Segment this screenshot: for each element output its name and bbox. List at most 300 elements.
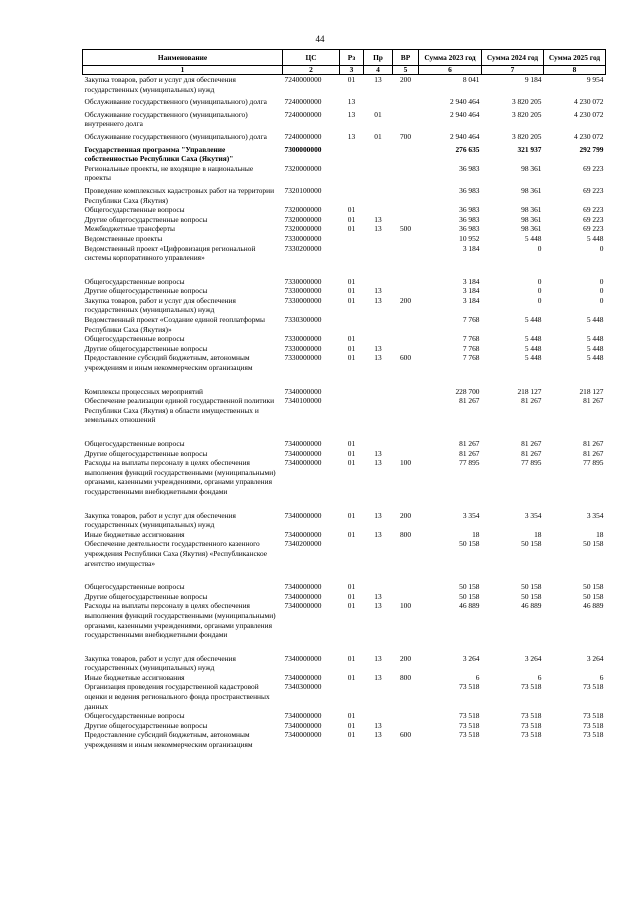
row-pr [364, 183, 393, 205]
row-sum-2024: 0 [537, 295, 542, 305]
row-sum-2025: 4 230 072 [573, 131, 604, 141]
table-row [83, 682, 606, 711]
table-row [83, 224, 606, 234]
row-cs: 7240000000 [284, 109, 322, 119]
row-sum-2024: 73 518 [521, 682, 542, 692]
row-sum-2023: 36 983 [459, 185, 480, 195]
row-sum-2023: 7 768 [462, 334, 480, 344]
row-sum-2023: 3 184 [462, 243, 480, 253]
row-pr: 13 [374, 343, 382, 353]
row-rz: 13 [347, 109, 356, 119]
row-vr [393, 568, 419, 592]
row-vr [393, 142, 419, 164]
row-sum-2025: 69 223 [583, 224, 604, 234]
row-sum-2024: 0 [537, 286, 542, 296]
row-sum-2025: 50 158 [583, 591, 604, 601]
table-row [83, 75, 606, 95]
row-cs: 7320000000 [284, 163, 322, 173]
row-sum-2024: 98 361 [521, 224, 542, 234]
row-pr [364, 244, 393, 263]
row-rz [340, 396, 364, 425]
row-rz: 01 [347, 529, 356, 539]
row-name: Межбюджетные трансферты [84, 224, 175, 234]
row-sum-2024: 81 267 [521, 448, 542, 458]
row-sum-2023: 81 267 [459, 396, 480, 406]
row-sum-2025: 218 127 [579, 386, 604, 396]
header-sum-2024: Сумма 2024 год [482, 50, 544, 66]
row-name: Иные бюджетные ассигнования [84, 529, 185, 539]
row-sum-2025: 0 [599, 286, 604, 296]
row-sum-2025: 73 518 [583, 682, 604, 692]
row-sum-2025: 50 158 [583, 582, 604, 592]
row-name: Обеспечение реализации единой государственной политики Республики Саха (Якутия) в области имущественных и земельных отношений [84, 396, 275, 425]
column-number: 8 [544, 66, 606, 75]
header-cs: ЦС [283, 50, 340, 66]
row-sum-2025: 81 267 [583, 448, 604, 458]
table-row [83, 730, 606, 749]
row-pr [364, 142, 393, 164]
row-sum-2024: 3 354 [524, 510, 542, 520]
row-cs: 7340000000 [284, 730, 322, 740]
row-rz: 01 [347, 334, 356, 344]
row-sum-2023: 3 184 [462, 276, 480, 286]
row-sum-2025: 0 [599, 243, 604, 253]
row-name: Общегосударственные вопросы [84, 205, 185, 215]
row-rz: 01 [347, 353, 356, 363]
row-rz: 01 [347, 295, 356, 305]
table-row [83, 530, 606, 540]
row-rz [340, 183, 364, 205]
row-vr: 200 [399, 295, 412, 305]
row-pr [364, 315, 393, 334]
row-pr: 13 [374, 295, 382, 305]
table-row [83, 396, 606, 425]
row-sum-2023: 3 184 [462, 286, 480, 296]
row-sum-2023: 7 768 [462, 315, 480, 325]
row-name: Расходы на выплаты персоналу в целях обеспечения выполнения функций государственными (муниципальными) органами, казенными учреждениями, органами управления государственными внебюджетными фондами [84, 601, 276, 640]
row-name: Другие общегосударственные вопросы [84, 343, 208, 353]
row-vr [393, 183, 419, 205]
row-sum-2023: 36 983 [459, 163, 480, 173]
row-name: Обслуживание государственного (муниципального) внутреннего долга [84, 109, 248, 129]
row-vr: 100 [399, 458, 412, 468]
column-number: 1 [83, 66, 283, 75]
table-body [83, 75, 606, 750]
row-sum-2024: 3 820 205 [511, 131, 542, 141]
row-cs: 7330000000 [284, 295, 322, 305]
table-row [83, 458, 606, 496]
row-vr [393, 449, 419, 459]
table-row [83, 425, 606, 449]
row-sum-2025: 69 223 [583, 185, 604, 195]
table-row [83, 164, 606, 183]
row-vr [393, 539, 419, 568]
row-vr [393, 711, 419, 721]
row-name: Ведомственный проект «Цифровизация региональной системы корпоративного управления» [84, 243, 256, 263]
row-sum-2023: 73 518 [459, 711, 480, 721]
row-name: Обслуживание государственного (муниципального) долга [84, 131, 267, 141]
row-vr: 500 [399, 224, 412, 234]
row-sum-2025: 73 518 [583, 720, 604, 730]
row-sum-2025: 50 158 [583, 539, 604, 549]
row-name: Закупка товаров, работ и услуг для обеспечения государственных (муниципальных) нужд [84, 653, 236, 673]
row-sum-2025: 9 954 [586, 75, 604, 84]
row-name: Другие общегосударственные вопросы [84, 720, 208, 730]
row-pr: 13 [374, 224, 382, 234]
row-pr: 13 [374, 448, 382, 458]
row-cs: 7330000000 [284, 353, 322, 363]
row-cs: 7330000000 [284, 334, 322, 344]
row-sum-2024: 3 820 205 [511, 97, 542, 107]
row-sum-2023: 7 768 [462, 343, 480, 353]
row-sum-2023: 81 267 [459, 448, 480, 458]
row-vr [393, 244, 419, 263]
table-row [83, 205, 606, 215]
row-pr [364, 682, 393, 711]
row-pr: 13 [374, 529, 382, 539]
row-pr: 13 [374, 510, 382, 520]
row-pr [364, 568, 393, 592]
row-pr [364, 711, 393, 721]
row-pr [364, 205, 393, 215]
row-sum-2025: 69 223 [583, 205, 604, 215]
row-name: Другие общегосударственные вопросы [84, 448, 208, 458]
row-sum-2025: 73 518 [583, 711, 604, 721]
column-number: 3 [340, 66, 364, 75]
row-cs: 7340000000 [284, 386, 322, 396]
row-cs: 7340000000 [284, 711, 322, 721]
row-cs: 7340000000 [284, 439, 322, 448]
row-rz [340, 682, 364, 711]
row-vr [393, 425, 419, 449]
table-row [83, 286, 606, 296]
row-pr [364, 334, 393, 344]
row-name: Обеспечение деятельности государственного казенного учреждения Республики Саха (Якутия) «Республиканское агентство имущества» [84, 539, 268, 568]
row-name: Общегосударственные вопросы [84, 711, 185, 721]
row-pr: 13 [374, 730, 382, 740]
row-name: Комплексы процессных мероприятий [84, 386, 203, 396]
row-rz [340, 164, 364, 183]
header-vr: ВР [393, 50, 419, 66]
row-sum-2023: 73 518 [459, 682, 480, 692]
table-row [83, 344, 606, 354]
row-vr: 600 [399, 730, 412, 740]
row-rz: 01 [347, 343, 356, 353]
row-rz: 01 [347, 720, 356, 730]
row-cs: 7320000000 [284, 205, 322, 215]
table-row [83, 568, 606, 592]
row-cs: 7320000000 [284, 214, 322, 224]
table-row [83, 142, 606, 164]
column-number-row [83, 66, 606, 75]
row-vr: 200 [399, 510, 412, 520]
row-cs: 7320000000 [284, 224, 322, 234]
row-cs: 7330000000 [284, 276, 322, 286]
table-row [83, 315, 606, 334]
column-number: 7 [482, 66, 544, 75]
row-cs: 7330000000 [284, 343, 322, 353]
row-cs: 7340200000 [284, 539, 322, 549]
budget-table [82, 49, 606, 750]
row-cs: 7330200000 [284, 243, 322, 253]
row-sum-2024: 81 267 [521, 439, 542, 448]
row-name: Закупка товаров, работ и услуг для обеспечения государственных (муниципальных) нужд [84, 75, 236, 94]
row-rz: 01 [347, 286, 356, 296]
row-sum-2025: 73 518 [583, 730, 604, 740]
row-sum-2024: 3 264 [524, 653, 542, 663]
row-rz [340, 539, 364, 568]
row-cs: 7340000000 [284, 591, 322, 601]
row-cs: 7340000000 [284, 601, 322, 611]
row-sum-2025: 6 [599, 672, 604, 682]
row-cs: 7240000000 [284, 97, 322, 107]
row-vr [393, 373, 419, 397]
row-vr: 200 [399, 75, 412, 84]
row-cs: 7340000000 [284, 510, 322, 520]
column-number: 4 [364, 66, 393, 75]
row-cs: 7340000000 [284, 653, 322, 663]
row-sum-2024: 9 184 [524, 75, 542, 84]
row-sum-2023: 3 354 [462, 510, 480, 520]
row-sum-2025: 4 230 072 [573, 97, 604, 107]
row-vr: 600 [399, 353, 412, 363]
table-row [83, 107, 606, 129]
row-rz [340, 373, 364, 397]
row-pr: 13 [374, 653, 382, 663]
row-cs: 7240000000 [284, 75, 322, 84]
row-sum-2023: 50 158 [459, 582, 480, 592]
row-vr [393, 164, 419, 183]
row-cs: 7320100000 [284, 185, 322, 195]
row-pr: 01 [374, 131, 382, 141]
row-rz: 01 [347, 591, 356, 601]
row-vr [393, 215, 419, 225]
row-name: Государственная программа "Управление собственностью Республики Саха (Якутия)" [84, 144, 234, 164]
row-pr [364, 164, 393, 183]
row-sum-2023: 81 267 [459, 439, 480, 448]
row-name: Предоставление субсидий бюджетным, автономным учреждениям и иным некоммерческим организациям [84, 730, 253, 750]
row-sum-2025: 0 [599, 276, 604, 286]
table-row [83, 592, 606, 602]
row-name: Ведомственные проекты [84, 233, 163, 243]
table-row [83, 263, 606, 287]
row-name: Другие общегосударственные вопросы [84, 214, 208, 224]
row-cs: 7340000000 [284, 672, 322, 682]
row-sum-2023: 276 635 [455, 144, 480, 154]
row-sum-2025: 0 [599, 295, 604, 305]
row-sum-2025: 77 895 [583, 458, 604, 468]
page-number: 44 [315, 34, 325, 44]
row-rz [340, 142, 364, 164]
row-sum-2025: 5 448 [586, 353, 604, 363]
table-row [83, 234, 606, 244]
row-sum-2024: 0 [537, 243, 542, 253]
row-pr: 01 [374, 109, 382, 119]
row-name: Общегосударственные вопросы [84, 276, 185, 286]
header-sum-2025: Сумма 2025 год [544, 50, 606, 66]
row-vr [393, 721, 419, 731]
row-pr: 13 [374, 286, 382, 296]
row-sum-2023: 7 768 [462, 353, 480, 363]
row-sum-2023: 2 940 464 [449, 131, 480, 141]
row-vr: 200 [399, 653, 412, 663]
row-sum-2023: 73 518 [459, 730, 480, 740]
row-name: Иные бюджетные ассигнования [84, 672, 185, 682]
row-sum-2023: 36 983 [459, 224, 480, 234]
row-sum-2025: 5 448 [586, 334, 604, 344]
table-row [83, 183, 606, 205]
row-rz: 01 [347, 601, 356, 611]
row-sum-2024: 98 361 [521, 185, 542, 195]
row-pr: 13 [374, 75, 382, 84]
row-cs: 7240000000 [284, 131, 322, 141]
row-cs: 7340100000 [284, 396, 322, 406]
row-name: Общегосударственные вопросы [84, 334, 185, 344]
table-row [83, 334, 606, 344]
row-rz [340, 315, 364, 334]
header-sum-2023: Сумма 2023 год [419, 50, 482, 66]
row-pr: 13 [374, 353, 382, 363]
row-name: Организация проведения государственной кадастровой оценки и ведения регионального фонда пространственных данных [84, 682, 270, 711]
row-vr: 800 [399, 529, 412, 539]
row-cs: 7330300000 [284, 315, 322, 325]
row-cs: 7340000000 [284, 448, 322, 458]
row-name: Обслуживание государственного (муниципального) долга [84, 97, 267, 107]
row-cs: 7330000000 [284, 233, 322, 243]
row-rz: 01 [347, 75, 356, 84]
row-vr [393, 107, 419, 129]
row-cs: 7300000000 [284, 144, 322, 154]
column-number: 5 [393, 66, 419, 75]
row-vr [393, 344, 419, 354]
row-pr [364, 94, 393, 107]
row-pr [364, 425, 393, 449]
row-sum-2024: 73 518 [521, 720, 542, 730]
row-cs: 7340000000 [284, 458, 322, 468]
row-vr [393, 396, 419, 425]
row-sum-2024: 81 267 [521, 396, 542, 406]
row-sum-2025: 292 799 [579, 144, 604, 154]
row-rz: 01 [347, 205, 356, 215]
row-sum-2023: 3 184 [462, 295, 480, 305]
row-pr: 13 [374, 672, 382, 682]
table-row [83, 215, 606, 225]
table-row [83, 601, 606, 639]
row-vr [393, 315, 419, 334]
row-sum-2024: 0 [537, 276, 542, 286]
row-name: Общегосударственные вопросы [84, 439, 185, 448]
row-sum-2024: 73 518 [521, 711, 542, 721]
row-rz: 01 [347, 510, 356, 520]
table-row [83, 711, 606, 721]
row-name: Общегосударственные вопросы [84, 582, 185, 592]
column-number: 6 [419, 66, 482, 75]
row-pr [364, 234, 393, 244]
row-sum-2024: 218 127 [517, 386, 542, 396]
table-row [83, 94, 606, 107]
row-sum-2023: 73 518 [459, 720, 480, 730]
row-sum-2023: 228 700 [455, 386, 480, 396]
row-name: Предоставление субсидий бюджетным, автономным учреждениям и иным некоммерческим организациям [84, 353, 253, 373]
table-row [83, 244, 606, 263]
row-sum-2024: 98 361 [521, 163, 542, 173]
row-sum-2023: 77 895 [459, 458, 480, 468]
row-vr [393, 286, 419, 296]
row-sum-2025: 3 354 [586, 510, 604, 520]
row-sum-2024: 77 895 [521, 458, 542, 468]
row-sum-2025: 69 223 [583, 163, 604, 173]
row-name: Другие общегосударственные вопросы [84, 286, 208, 296]
row-sum-2025: 81 267 [583, 396, 604, 406]
row-name: Региональные проекты, не входящие в национальные проекты [84, 163, 254, 183]
row-sum-2024: 6 [537, 672, 542, 682]
row-rz: 01 [347, 224, 356, 234]
row-sum-2025: 46 889 [583, 601, 604, 611]
row-pr: 13 [374, 720, 382, 730]
table-row [83, 296, 606, 315]
row-sum-2023: 2 940 464 [449, 109, 480, 119]
row-rz: 01 [347, 458, 356, 468]
row-rz: 13 [347, 131, 356, 141]
table-row [83, 640, 606, 673]
row-vr: 100 [399, 601, 412, 611]
row-cs: 7340300000 [284, 682, 322, 692]
row-sum-2025: 5 448 [586, 315, 604, 325]
row-pr [364, 396, 393, 425]
row-cs: 7340000000 [284, 720, 322, 730]
row-rz: 01 [347, 214, 356, 224]
row-sum-2023: 50 158 [459, 539, 480, 549]
row-vr: 700 [399, 131, 412, 141]
table-row [83, 373, 606, 397]
table-row [83, 353, 606, 372]
row-sum-2025: 5 448 [586, 343, 604, 353]
row-sum-2024: 3 820 205 [511, 109, 542, 119]
row-vr [393, 682, 419, 711]
row-vr [393, 94, 419, 107]
row-sum-2024: 50 158 [521, 591, 542, 601]
row-sum-2024: 5 448 [524, 233, 542, 243]
row-rz: 01 [347, 653, 356, 663]
row-sum-2024: 50 158 [521, 539, 542, 549]
row-sum-2025: 4 230 072 [573, 109, 604, 119]
header-row [83, 50, 606, 66]
row-pr: 13 [374, 458, 382, 468]
row-sum-2024: 5 448 [524, 334, 542, 344]
row-pr: 13 [374, 214, 382, 224]
row-vr [393, 263, 419, 287]
row-sum-2023: 3 264 [462, 653, 480, 663]
header-rz: Рз [340, 50, 364, 66]
table-row [83, 449, 606, 459]
header-pr: Пр [364, 50, 393, 66]
row-sum-2024: 5 448 [524, 353, 542, 363]
row-cs: 7340000000 [284, 529, 322, 539]
row-sum-2025: 69 223 [583, 214, 604, 224]
row-rz: 01 [347, 672, 356, 682]
row-vr [393, 234, 419, 244]
row-pr [364, 263, 393, 287]
row-sum-2023: 50 158 [459, 591, 480, 601]
row-name: Закупка товаров, работ и услуг для обеспечения государственных (муниципальных) нужд [84, 295, 236, 315]
row-sum-2024: 73 518 [521, 730, 542, 740]
row-rz: 01 [347, 730, 356, 740]
row-vr: 800 [399, 672, 412, 682]
row-pr: 13 [374, 591, 382, 601]
row-sum-2024: 46 889 [521, 601, 542, 611]
row-sum-2023: 10 952 [459, 233, 480, 243]
row-sum-2023: 36 983 [459, 205, 480, 215]
